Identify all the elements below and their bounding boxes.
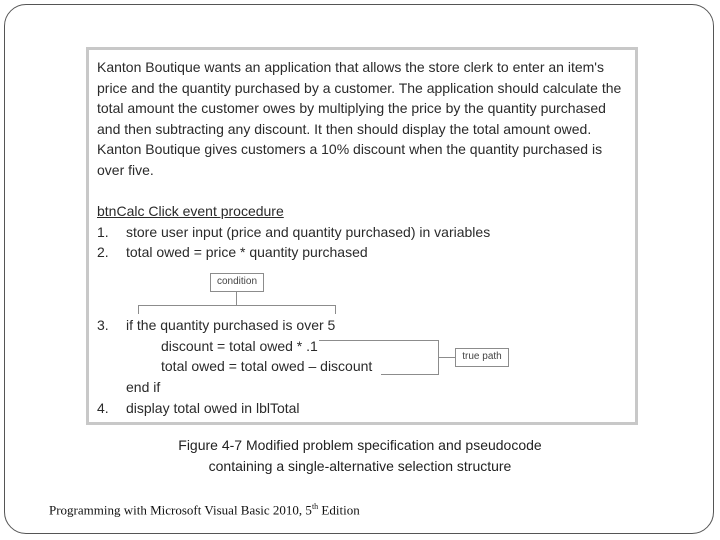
spec-line-5: Kanton Boutique gives customers a 10% discount when the quantity purchased is (97, 141, 603, 157)
true-path-connector (439, 357, 455, 358)
condition-bracket-right (335, 305, 336, 314)
true-path-bracket-top (319, 340, 439, 341)
figure-caption-line-2: containing a single-alternative selection structure (208, 458, 512, 474)
step-4-text: display total owed in lblTotal (126, 400, 300, 416)
pseudocode-heading: btnCalc Click event procedure (97, 203, 284, 219)
figure-caption-line-1: Figure 4-7 Modified problem specification and pseudocode (178, 437, 542, 453)
footer (49, 502, 360, 518)
true-path-callout: true path (455, 348, 509, 367)
spec-line-2: price and the quantity purchased by a customer. The application should calculate the (97, 80, 622, 96)
condition-bracket-left (138, 305, 139, 314)
step-1-number: 1. (97, 224, 109, 240)
true-path-bracket-bottom (381, 374, 439, 375)
spec-line-3: total amount the customer owes by multiplying the price by the quantity purchased (97, 100, 606, 116)
condition-callout: condition (210, 273, 264, 292)
step-4-number: 4. (97, 400, 109, 416)
spec-line-1: Kanton Boutique wants an application that allows the store clerk to enter an item's (97, 59, 604, 75)
step-3-discount: discount = total owed * .1 (161, 338, 318, 354)
spec-line-6: over five. (97, 162, 154, 178)
step-3-total: total owed = total owed – discount (161, 358, 373, 374)
condition-bracket (138, 305, 336, 306)
footer-suffix: Edition (318, 502, 360, 518)
footer-text: Programming with Microsoft Visual Basic 2010, 5 (49, 502, 312, 518)
step-1-text: store user input (price and quantity purchased) in variables (126, 224, 491, 240)
step-2-number: 2. (97, 244, 109, 260)
figure-box (86, 47, 638, 425)
step-3-number: 3. (97, 317, 109, 333)
condition-connector (236, 292, 237, 305)
footer-superscript: th (311, 502, 319, 511)
step-3-text: if the quantity purchased is over 5 (126, 317, 336, 333)
spec-line-4: and then subtracting any discount. It then should display the total amount owed. (97, 121, 592, 137)
step-2-text: total owed = price * quantity purchased (126, 244, 368, 260)
end-if: end if (126, 379, 161, 395)
